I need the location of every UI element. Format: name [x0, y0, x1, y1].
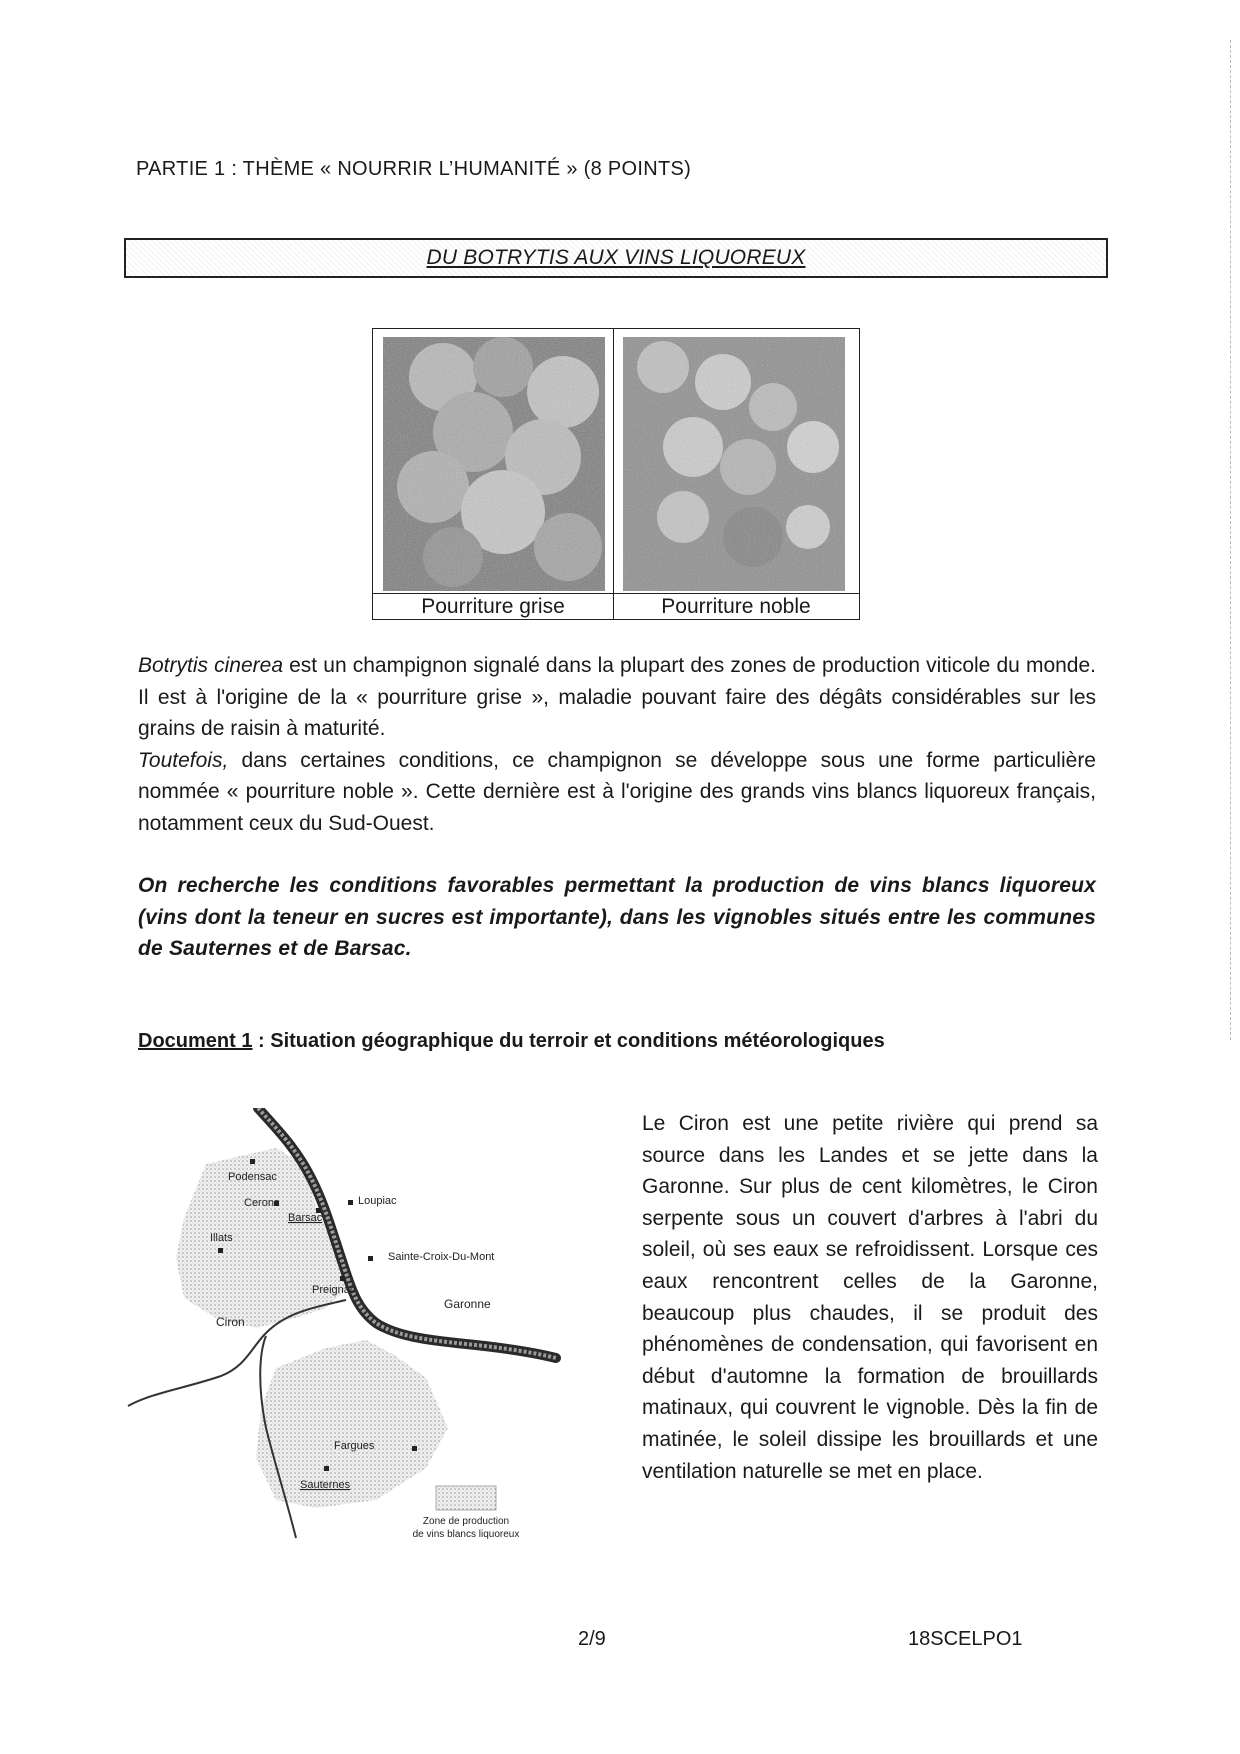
legend-line-1: Zone de production: [422, 1516, 510, 1527]
label-ciron: Ciron: [216, 1315, 245, 1329]
sainte-croix-marker: [368, 1256, 373, 1261]
label-sainte-croix: Sainte-Croix-Du-Mont: [388, 1251, 495, 1263]
part-heading: PARTIE 1 : THÈME « NOURRIR L’HUMANITÉ » (8 POINTS): [136, 158, 692, 180]
legend-line-2: de vins blancs liquoreux: [412, 1529, 520, 1540]
intro-paragraph-1-text: est un champignon signalé dans la plupart des zones de production viticole du monde. Il est à l'origine de la « pourriture grise », maladie pouvant faire des dégâts considérables sur les grains de raisin à maturité.: [138, 654, 1096, 740]
intro-paragraph-2-text: dans certaines conditions, ce champignon se développe sous une forme particulière nommée « pourriture noble ». Cette dernière est à l'origine des grands vins blancs liquoreux français, notamment ceux du Sud-Ouest.: [138, 748, 1096, 835]
fargues-marker: [412, 1446, 417, 1451]
preignac-marker: [340, 1276, 345, 1281]
caption-divider: [373, 593, 859, 594]
label-barsac: Barsac: [288, 1212, 323, 1224]
document1-label: Document 1: [138, 1030, 253, 1052]
intro-paragraph-2: [138, 745, 1096, 840]
caption-noble-rot: Pourriture noble: [661, 595, 811, 618]
label-illats: Illats: [210, 1232, 233, 1244]
illats-marker: [218, 1248, 223, 1253]
photo-divider: [613, 329, 614, 619]
podensac-marker: [250, 1159, 255, 1164]
terroir-map: [126, 1108, 626, 1548]
loupiac-marker: [348, 1200, 353, 1205]
production-zone-south: [256, 1340, 448, 1508]
title-box: [124, 238, 1108, 278]
intro-paragraph-1: [138, 650, 1096, 745]
sauternes-marker: [324, 1466, 329, 1471]
caption-grey-rot: Pourriture grise: [421, 595, 565, 618]
document1-heading: [138, 1030, 885, 1053]
label-sauternes: Sauternes: [300, 1479, 351, 1491]
label-fargues: Fargues: [334, 1440, 375, 1452]
photo-table: [372, 328, 860, 620]
label-podensac: Podensac: [228, 1171, 277, 1183]
noble-rot-grapes-photo: [623, 337, 845, 591]
document1-text: Le Ciron est une petite rivière qui prend sa source dans les Landes et se jette dans la Garonne. Sur plus de cent kilomètres, le Ciron serpente sous un couvert d'arbres à l'abri du soleil, où ses eaux se refroidissent. Lorsque ces eaux rencontrent celles de la Garonne, beaucoup plus chaudes, il se produit des phénomènes de condensation, qui favorisent en début d'automne la formation de brouillards matinaux, qui couvrent le vignoble. Dès la fin de matinée, le soleil dissipe les brouillards et une ventilation naturelle se met en place.: [642, 1112, 1098, 1483]
page-title: DU BOTRYTIS AUX VINS LIQUOREUX: [426, 246, 806, 269]
label-garonne: Garonne: [444, 1297, 491, 1311]
document1-title: : Situation géographique du terroir et conditions météorologiques: [252, 1030, 885, 1052]
term-toutefois: Toutefois,: [138, 748, 229, 772]
document-code: 18SCELPO1: [908, 1628, 1023, 1650]
research-question: On recherche les conditions favorables permettant la production de vins blancs liquoreux (vins dont la teneur en sucres est importante), dans les vignobles situés entre les communes de Sauternes et de Barsac.: [138, 874, 1096, 960]
label-preignac: Preignac: [312, 1284, 356, 1296]
label-loupiac: Loupiac: [358, 1195, 397, 1207]
legend-swatch: [436, 1486, 496, 1510]
page-number: 2/9: [578, 1628, 606, 1650]
intro-text: [138, 650, 1096, 839]
term-botrytis: Botrytis cinerea: [138, 654, 284, 677]
grey-rot-grapes-photo: [383, 337, 605, 591]
label-cerons: Cerons: [244, 1197, 280, 1209]
scan-edge-line: [1230, 40, 1232, 1040]
